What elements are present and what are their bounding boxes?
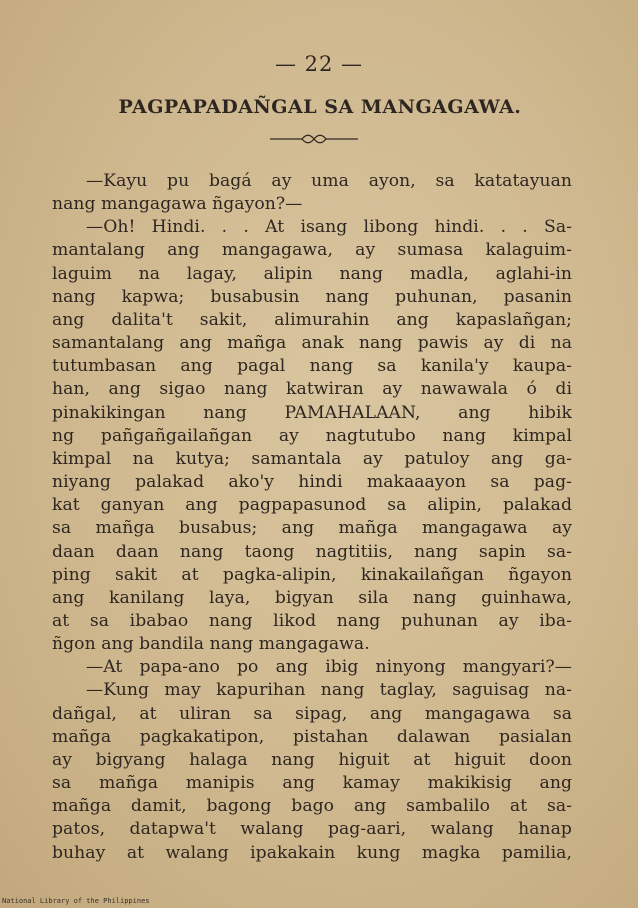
text-line: pinakikingan nang PAMAHALAAN, ang hibik [52, 402, 572, 423]
text-line: mantalang ang mangagawa, ay sumasa kalaguim- [52, 240, 572, 261]
text-line: kat ganyan ang pagpapasunod sa alipin, palakad [52, 495, 572, 516]
text-line: mañga pagkakatipon, pistahan dalawan pasialan [52, 726, 572, 747]
text-line: niyang palakad ako'y hindi makaaayon sa pag- [52, 472, 572, 493]
text-line: nang mangagawa ñgayon?— [52, 194, 303, 215]
text-line: sa mañga busabus; ang mañga mangagawa ay [52, 518, 572, 539]
text-line: sa mañga manipis ang kamay makikisig ang [52, 773, 572, 794]
text-line: buhay at walang ipakakain kung magka pamilia, [52, 842, 572, 863]
text-line: patos, datapwa't walang pag-aari, walang hanap [52, 819, 572, 840]
text-line: ng pañgañgailañgan ay nagtutubo nang kimpal [52, 425, 572, 446]
text-line: ang kanilang laya, bigyan sila nang guinhawa, [52, 587, 572, 608]
text-line: dañgal, at uliran sa sipag, ang mangagawa sa [52, 703, 572, 724]
text-line: ay bigyang halaga nang higuit at higuit doon [52, 749, 572, 770]
text-line: samantalang ang mañga anak nang pawis ay di na [52, 333, 572, 354]
text-line: —Oh! Hindi. . . At isang libong hindi. . . Sa- [86, 217, 572, 238]
text-line: ang dalita't sakit, alimurahin ang kapaslañgan; [52, 309, 572, 330]
text-line: mañga damit, bagong bago ang sambalilo at sa- [52, 796, 572, 817]
text-line: tutumbasan ang pagal nang sa kanila'y kaupa- [52, 356, 572, 377]
text-line: laguim na lagay, alipin nang madla, aglahi-in [52, 263, 572, 284]
text-line: ping sakit at pagka-alipin, kinakailañgan ñgayon [52, 564, 572, 585]
ornament-divider [268, 132, 360, 146]
text-line: —Kayu pu bagá ay uma ayon, sa katatayuan [86, 171, 572, 191]
page-number: — 22 — [274, 52, 364, 76]
body-text [52, 170, 572, 865]
text-line: at sa ibabao nang likod nang puhunan ay iba- [52, 610, 572, 631]
text-line: ñgon ang bandila nang mangagawa. [52, 634, 370, 655]
text-line: daan daan nang taong nagtitiis, nang sapin sa- [52, 541, 572, 562]
text-line: nang kapwa; busabusin nang puhunan, pasanin [52, 286, 572, 307]
text-line: kimpal na kutya; samantala ay patuloy ang ga- [52, 448, 572, 469]
chapter-title: PAGPAPADAÑGAL SA MANGAGAWA. [118, 96, 522, 118]
text-line: —Kung may kapurihan nang taglay, saguisag na- [86, 680, 572, 701]
text-line: han, ang sigao nang katwiran ay nawawala ó di [52, 379, 572, 400]
text-line: —At papa-ano po ang ibig ninyong mangyari?— [86, 657, 572, 678]
library-credit: National Library of the Philippines [2, 897, 150, 905]
